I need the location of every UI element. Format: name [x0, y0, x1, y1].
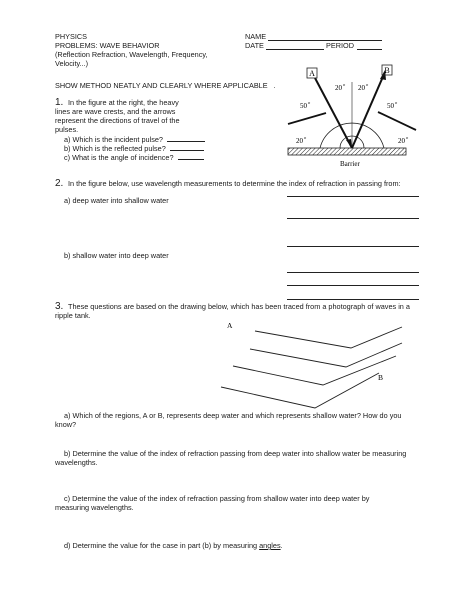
degree-sign: o [406, 135, 409, 140]
q3-part-a-line-2: know? [55, 420, 77, 429]
q3-text-line-1: These questions are based on the drawing below, which has been traced from a photograph of waves in a [68, 302, 410, 311]
degree-sign: o [366, 82, 369, 87]
problems-title: PROBLEMS: WAVE BEHAVIOR [55, 41, 160, 50]
degree-sign: o [343, 82, 346, 87]
q1-answer-c[interactable] [178, 152, 204, 160]
angle-label-50-left: 50 [300, 102, 307, 110]
q1-answer-b[interactable] [170, 143, 204, 151]
degree-sign: o [308, 100, 311, 105]
region-b-label: B [378, 373, 384, 382]
q2-part-a: a) deep water into shallow water [64, 196, 169, 205]
q3-part-a-line-1: a) Which of the regions, A or B, represents deep water and which represents shallow water? How do you [64, 411, 402, 420]
q3-part-d [64, 541, 283, 550]
q1-text-line-3: represent the directions of travel of the [55, 116, 180, 125]
q2a-answer-line-2[interactable] [287, 218, 419, 219]
q3-text-line-2: ripple tank. [55, 311, 91, 320]
date-field[interactable] [266, 49, 324, 50]
instruction-text: SHOW METHOD NEATLY AND CLEARLY WHERE APPLICABLE [55, 81, 268, 90]
q2a-answer-line-1[interactable] [287, 196, 419, 197]
reflected-crest [378, 112, 416, 130]
q2b-answer-line-2[interactable] [287, 285, 419, 286]
ripple-tank-figure [215, 318, 415, 418]
q2-number: 2. [55, 178, 64, 189]
wave-crest-4 [221, 373, 379, 408]
degree-sign: o [395, 100, 398, 105]
q1-text-line-1: In the figure at the right, the heavy [68, 98, 179, 107]
incident-crest [288, 113, 326, 124]
angle-label-20-top-left: 20 [335, 84, 342, 92]
q2b-answer-line-3[interactable] [287, 299, 419, 300]
q1-part-c [64, 152, 204, 162]
q2a-answer-line-3[interactable] [287, 246, 419, 247]
q1-text-line-2: lines are wave crests, and the arrows [55, 107, 176, 116]
wave-crest-2 [250, 343, 402, 367]
q3-part-d-text: d) Determine the value for the case in part (b) by measuring [64, 541, 260, 550]
date-label: DATE [245, 41, 264, 50]
period-label: PERIOD [326, 41, 354, 50]
topics-line-1: (Reflection Refraction, Wavelength, Frequency, [55, 50, 208, 59]
q1-text-line-4: pulses. [55, 125, 79, 134]
instructions [55, 81, 276, 90]
q1-part-c-text: c) What is the angle of incidence? [64, 153, 174, 162]
label-a: A [309, 69, 315, 78]
q2-part-b: b) shallow water into deep water [64, 251, 169, 260]
q3-part-c-line-2: measuring wavelengths. [55, 503, 134, 512]
instruction-end: . [273, 81, 276, 90]
incident-ray [315, 78, 352, 148]
name-field[interactable] [268, 40, 382, 41]
wave-crest-1 [255, 327, 402, 348]
q2b-answer-line-1[interactable] [287, 272, 419, 273]
q3-part-d-end: . [280, 541, 283, 550]
name-label: NAME [245, 32, 267, 41]
q2-text: In the figure below, use wavelength measurements to determine the index of refraction in passing from: [68, 179, 401, 188]
incident-arrowhead [346, 139, 352, 148]
q1-part-a-text: a) Which is the incident pulse? [64, 135, 163, 144]
wave-crest-3 [233, 356, 396, 385]
q3-part-d-underlined: angles [259, 541, 281, 550]
subject-label: PHYSICS [55, 32, 88, 41]
q1-number: 1. [55, 97, 64, 108]
reflection-figure [280, 60, 420, 175]
barrier-block [288, 148, 406, 155]
topics-line-2: Velocity...) [55, 59, 89, 68]
q3-number: 3. [55, 301, 64, 312]
q1-part-b-text: b) Which is the reflected pulse? [64, 144, 166, 153]
angle-label-50-right: 50 [387, 102, 394, 110]
period-field[interactable] [357, 49, 382, 50]
q1-answer-a[interactable] [167, 134, 205, 142]
angle-label-20-bottom-left: 20 [296, 137, 303, 145]
q3-part-b-line-2: wavelengths. [55, 458, 98, 467]
angle-label-20-bottom-right: 20 [398, 137, 405, 145]
q3-part-c-line-1: c) Determine the value of the index of refraction passing from shallow water into deep water by [64, 494, 370, 503]
degree-sign: o [304, 135, 307, 140]
barrier-label: Barrier [340, 160, 360, 168]
label-b: B [384, 66, 390, 75]
angle-label-20-top-right: 20 [358, 84, 365, 92]
region-a-label: A [227, 321, 233, 330]
q3-part-b-line-1: b) Determine the value of the index of refraction passing from deep water into shallow water be measuring [64, 449, 407, 458]
reflected-ray [352, 72, 385, 148]
